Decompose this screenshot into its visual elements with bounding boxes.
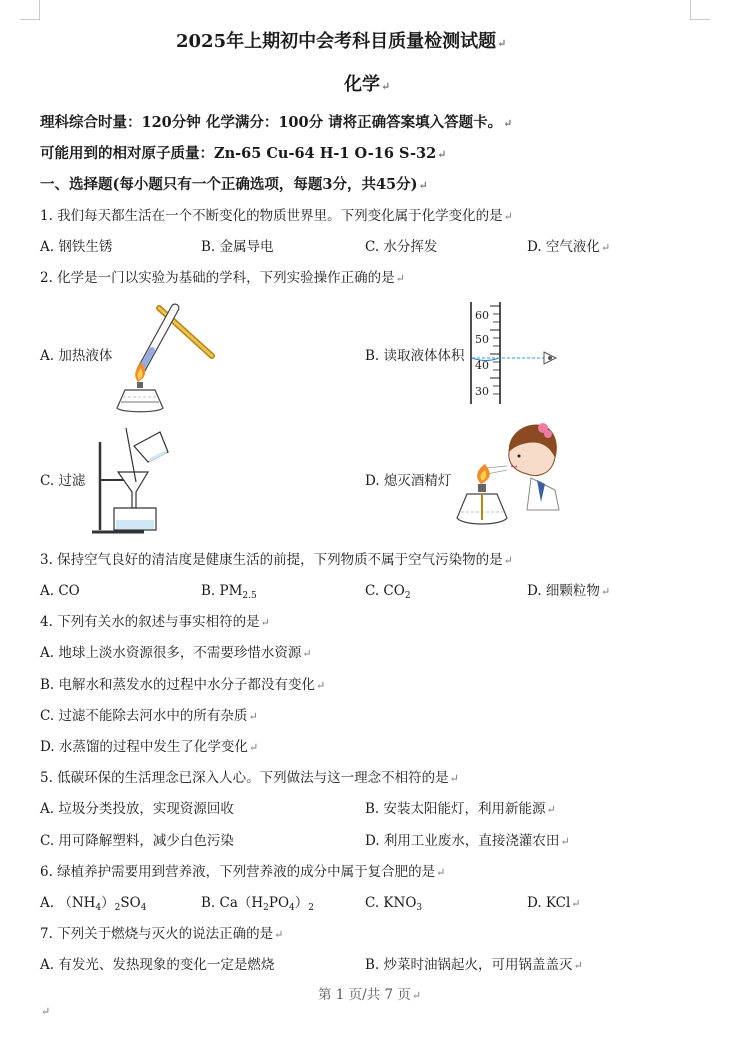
- heating-liquid-figure: [115, 300, 220, 415]
- q2-option-a: A. 加热液体: [40, 348, 113, 364]
- q6-stem: 6. 绿植养护需要用到营养液，下列营养液的成分中属于复合肥的是↵: [40, 864, 446, 880]
- q2-option-d: D. 熄灭酒精灯: [365, 473, 452, 489]
- q3-option-b: B. $PM_{2.5}$: [201, 583, 257, 601]
- crop-mark-top-right: [690, 0, 710, 20]
- measuring-cylinder-figure: [460, 298, 565, 408]
- filtration-figure: [86, 422, 172, 537]
- q6-option-c: C. $KNO_3$: [365, 895, 423, 913]
- q1-stem: 1. 我们每天都生活在一个不断变化的物质世界里。下列变化属于化学变化的是↵: [40, 208, 513, 224]
- q4-option-d: D. 水蒸馏的过程中发生了化学变化↵: [40, 739, 259, 755]
- q3-stem: 3. 保持空气良好的清洁度是健康生活的前提，下列物质不属于空气污染物的是↵: [40, 552, 513, 568]
- q5-stem: 5. 低碳环保的生活理念已深入人心。下列做法与这一理念不相符的是↵: [40, 770, 459, 786]
- q2-stem: 2. 化学是一门以实验为基础的学科，下列实验操作正确的是↵: [40, 270, 405, 286]
- extinguish-lamp-figure: [445, 418, 570, 538]
- q7-option-b: B. 炒菜时油锅起火，可用锅盖盖灭↵: [365, 957, 583, 973]
- page-number: 第 1 页/共 7 页↵: [318, 987, 422, 1003]
- q7-stem: 7. 下列关于燃烧与灭火的说法正确的是↵: [40, 926, 284, 942]
- q3-option-a: A. CO: [40, 583, 80, 599]
- cylinder-tick-50: 50: [475, 333, 489, 346]
- q4-option-a: A. 地球上淡水资源很多，不需要珍惜水资源↵: [40, 645, 312, 661]
- crop-mark-top-left: [20, 0, 40, 20]
- q1-option-b: B. 金属导电: [201, 239, 274, 255]
- cylinder-tick-40: 40: [475, 359, 489, 372]
- q4-option-b: B. 电解水和蒸发水的过程中水分子都没有变化↵: [40, 677, 326, 693]
- q2-option-c: C. 过滤: [40, 473, 86, 489]
- q5-option-a: A. 垃圾分类投放，实现资源回收: [40, 801, 234, 817]
- cylinder-tick-30: 30: [475, 385, 489, 398]
- q4-stem: 4. 下列有关水的叙述与事实相符的是↵: [40, 614, 270, 630]
- q1-option-d: D. 空气液化↵: [527, 239, 611, 255]
- q3-option-c: C. $CO_2$: [365, 583, 411, 601]
- q4-option-c: C. 过滤不能除去河水中的所有杂质↵: [40, 708, 258, 724]
- q1-option-c: C. 水分挥发: [365, 239, 438, 255]
- subject-title: 化学↵: [344, 74, 391, 95]
- q2-option-b: B. 读取液体体积: [365, 348, 465, 364]
- q5-option-d: D. 利用工业废水，直接浇灌农田↵: [365, 833, 570, 849]
- exam-title: 2025年上期初中会考科目质量检测试题↵: [176, 31, 507, 52]
- time-score-line: 理科综合时量：120分钟 化学满分：100分 请将正确答案填入答题卡。↵: [40, 114, 513, 131]
- cylinder-tick-60: 60: [475, 309, 489, 322]
- q5-option-b: B. 安装太阳能灯，利用新能源↵: [365, 801, 556, 817]
- q6-option-d: D. KCl↵: [527, 895, 581, 911]
- q7-option-a: A. 有发光、发热现象的变化一定是燃烧: [40, 957, 275, 973]
- q1-option-a: A. 钢铁生锈: [40, 239, 113, 255]
- q5-option-c: C. 用可降解塑料，减少白色污染: [40, 833, 234, 849]
- atomic-mass-line: 可能用到的相对原子质量：Zn-65 Cu-64 H-1 O-16 S-32↵: [40, 145, 447, 162]
- q6-option-b: B. $Ca(H_2PO_4)_2$: [201, 895, 315, 913]
- q6-option-a: A. $(NH_4)_2SO_4$: [40, 895, 147, 913]
- q3-option-d: D. 细颗粒物↵: [527, 583, 611, 599]
- section-heading: 一、选择题(每小题只有一个正确选项，每题3分，共45分)↵: [40, 176, 428, 193]
- trailing-paragraph-mark: ↵: [41, 1005, 51, 1018]
